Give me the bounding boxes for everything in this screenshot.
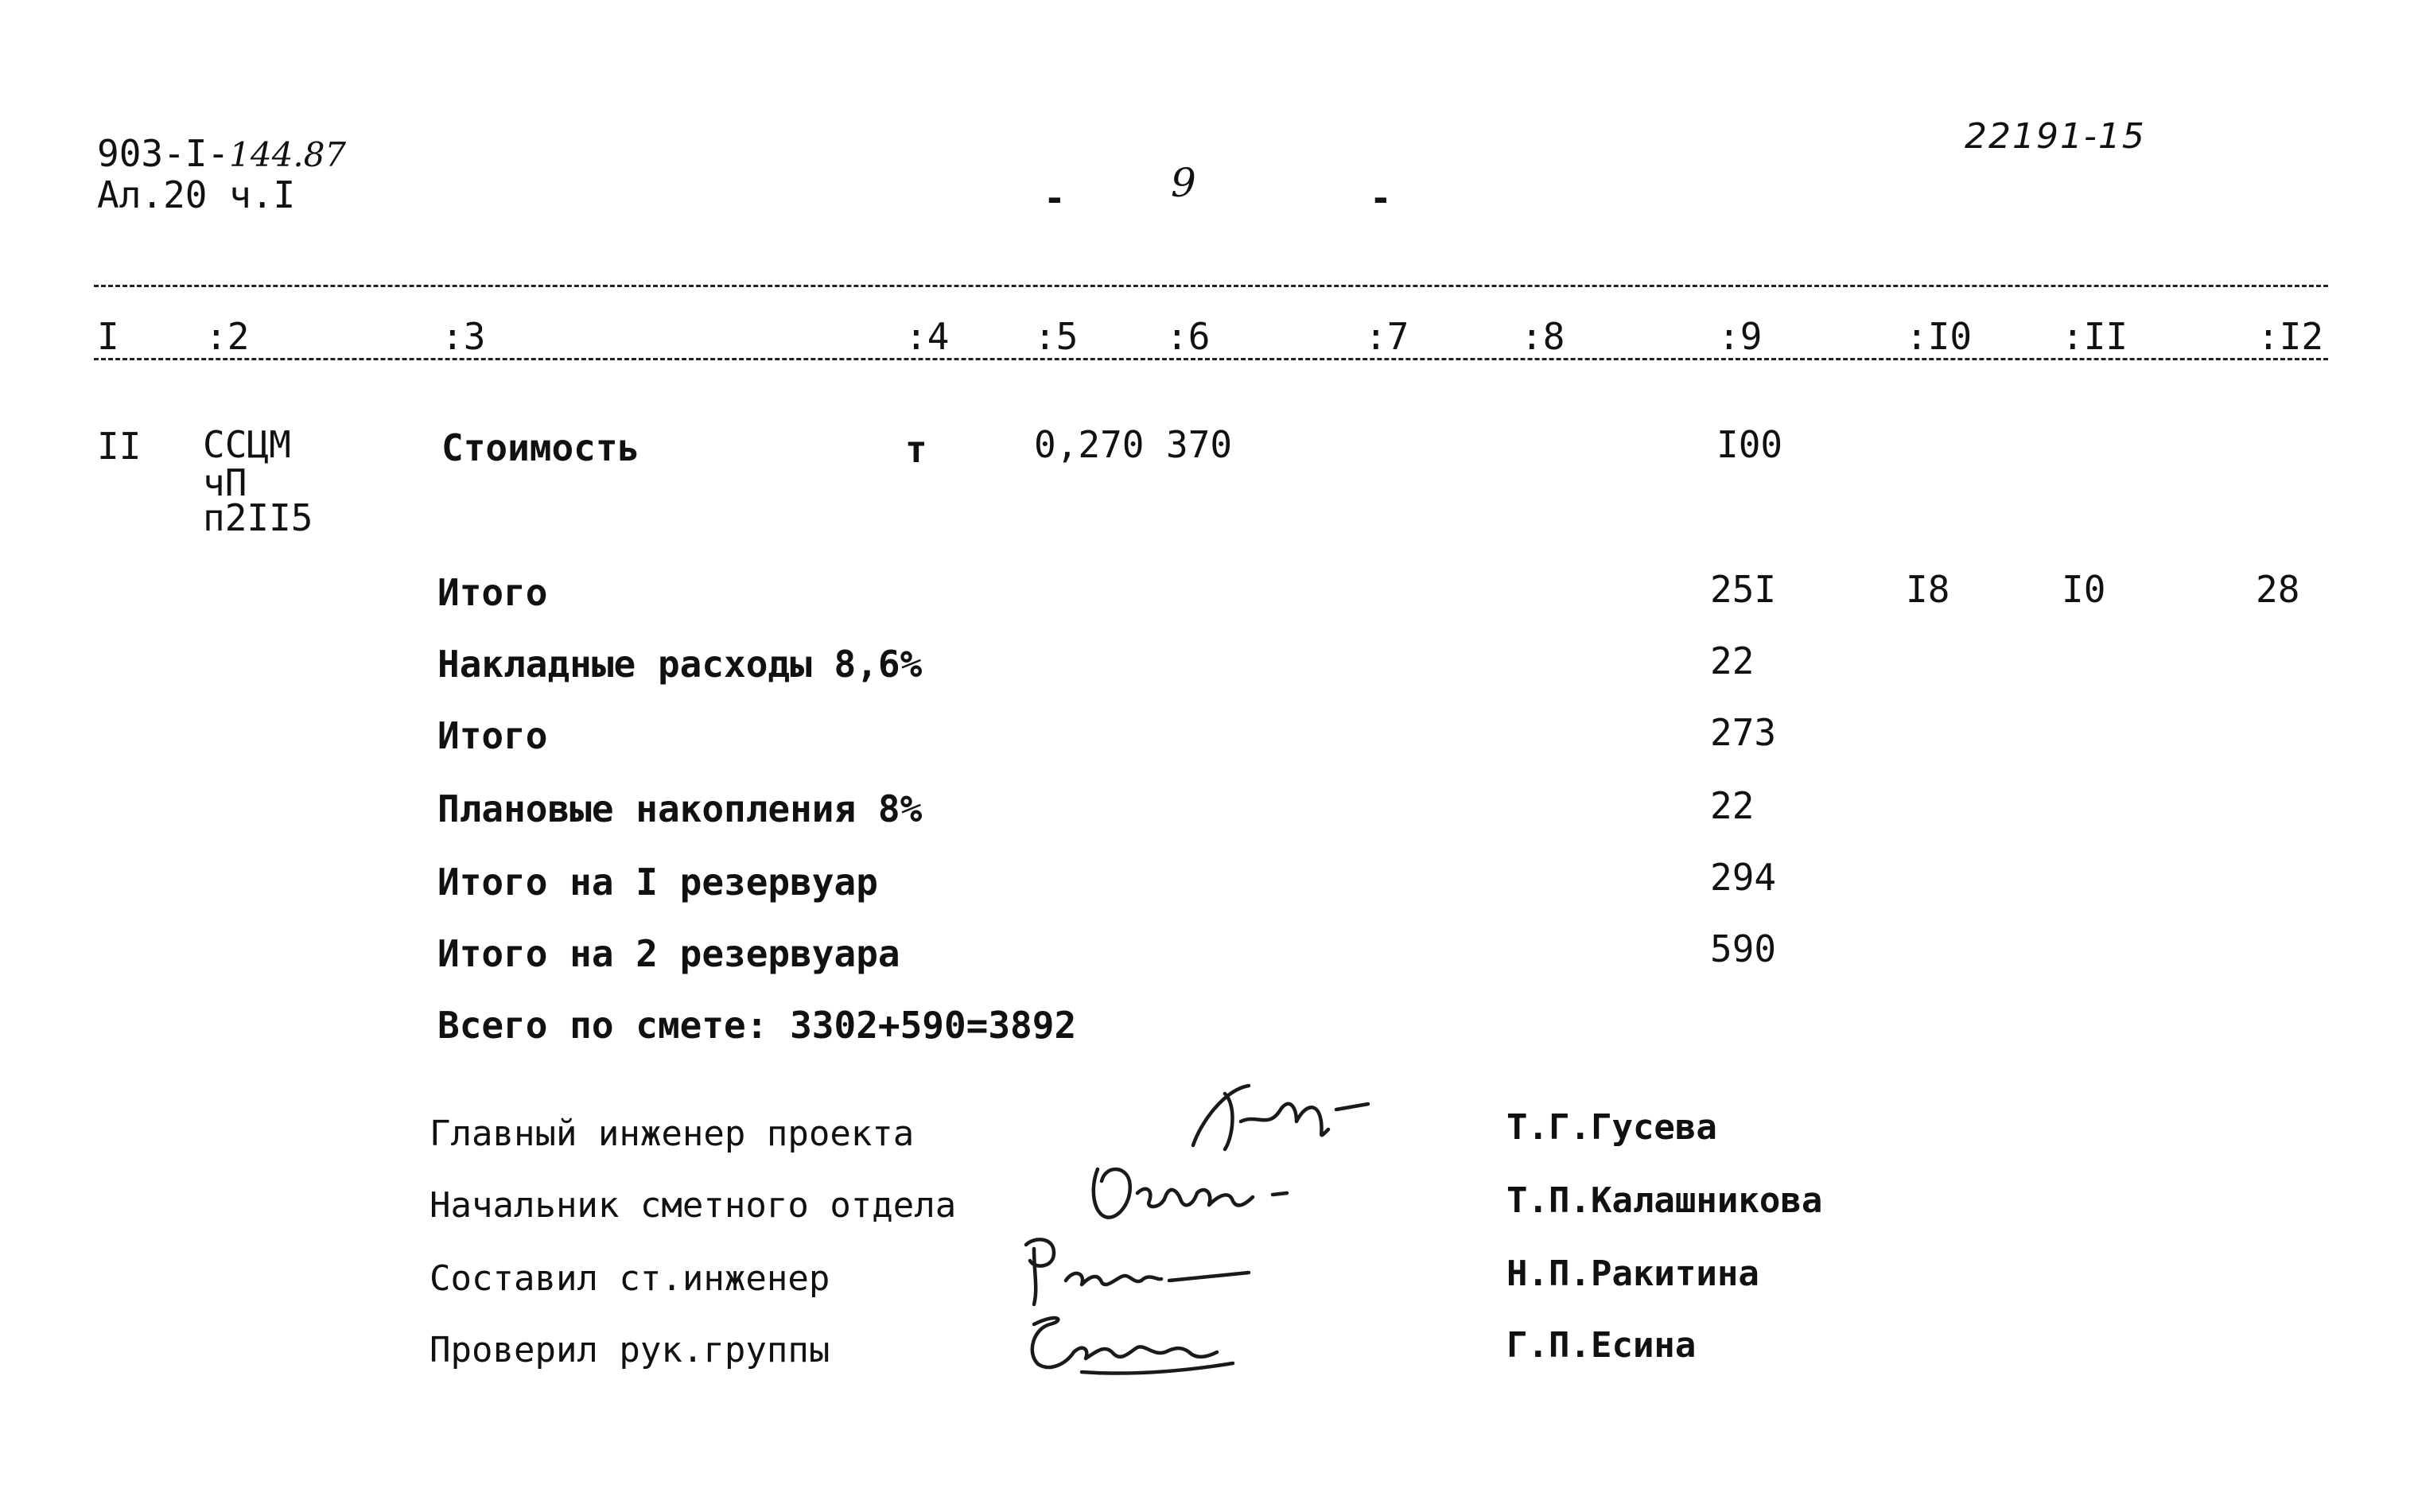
total-two-tanks-value: 590 bbox=[1710, 927, 1777, 970]
planned-savings-label: Плановые накопления 8% bbox=[437, 787, 923, 830]
document-code bbox=[97, 132, 347, 175]
total-row-col9: 25I bbox=[1710, 568, 1777, 611]
column-header-1: I bbox=[97, 315, 119, 358]
column-header-11: :II bbox=[2062, 315, 2128, 358]
subtotal-value: 273 bbox=[1710, 711, 1777, 754]
signature-estimates-head bbox=[1074, 1145, 1360, 1233]
column-header-10: :I0 bbox=[1906, 315, 1973, 358]
document-code-prefix: 903-I- bbox=[97, 132, 230, 175]
overhead-label: Накладные расходы 8,6% bbox=[437, 643, 923, 686]
grand-total: Всего по смете: 3302+590=3892 bbox=[437, 1004, 1077, 1047]
total-row-label: Итого bbox=[437, 571, 548, 614]
column-header-7: :7 bbox=[1365, 315, 1409, 358]
item-quantity: 0,270 bbox=[1034, 423, 1145, 466]
column-header-2: :2 bbox=[205, 315, 250, 358]
column-header-4: :4 bbox=[905, 315, 950, 358]
total-one-tank-value: 294 bbox=[1710, 856, 1777, 899]
column-header-9: :9 bbox=[1718, 315, 1763, 358]
table-top-rule bbox=[94, 285, 2328, 287]
sheet-info: Ал.20 ч.I bbox=[97, 173, 296, 216]
subtotal-label: Итого bbox=[437, 714, 548, 757]
item-code-line-1: ССЦМ bbox=[203, 423, 291, 466]
page-dash-right: - bbox=[1370, 177, 1392, 220]
item-name: Стоимость bbox=[441, 426, 640, 469]
item-price: 370 bbox=[1166, 423, 1233, 466]
total-row-col12: 28 bbox=[2256, 568, 2300, 611]
item-unit: т bbox=[905, 428, 927, 471]
item-code-line-3: п2II5 bbox=[203, 496, 313, 539]
page-number: 9 bbox=[1171, 160, 1196, 206]
signature-role-checker: Проверил рук.группы bbox=[430, 1330, 830, 1370]
signature-role-chief-engineer: Главный инженер проекта bbox=[430, 1114, 915, 1154]
item-code-line-2: чП bbox=[203, 461, 247, 504]
item-cost: I00 bbox=[1716, 423, 1783, 466]
column-header-12: :I2 bbox=[2257, 315, 2324, 358]
column-header-8: :8 bbox=[1521, 315, 1565, 358]
signature-name-checker: Г.П.Есина bbox=[1506, 1325, 1697, 1366]
total-two-tanks-label: Итого на 2 резервуара bbox=[437, 932, 900, 975]
signature-checker bbox=[1010, 1296, 1296, 1384]
overhead-value: 22 bbox=[1710, 639, 1755, 682]
page-dash-left: - bbox=[1044, 177, 1066, 220]
signature-name-estimates-head: Т.П.Калашникова bbox=[1506, 1180, 1823, 1221]
document-code-handwritten: 144.87 bbox=[229, 135, 347, 174]
total-row-col11: I0 bbox=[2062, 568, 2106, 611]
document-number: 22191-15 bbox=[1965, 116, 2146, 157]
signature-role-estimates-head: Начальник сметного отдела bbox=[430, 1185, 957, 1226]
total-row-col10: I8 bbox=[1906, 568, 1950, 611]
item-number: II bbox=[97, 425, 142, 468]
signature-name-compiler: Н.П.Ракитина bbox=[1506, 1254, 1759, 1294]
column-header-6: :6 bbox=[1166, 315, 1211, 358]
column-header-3: :3 bbox=[441, 315, 486, 358]
signature-name-chief-engineer: Т.Г.Гусева bbox=[1506, 1107, 1717, 1148]
column-header-5: :5 bbox=[1034, 315, 1079, 358]
total-one-tank-label: Итого на I резервуар bbox=[437, 861, 878, 904]
table-header-rule bbox=[94, 358, 2328, 360]
signature-role-compiler: Составил ст.инженер bbox=[430, 1258, 830, 1299]
planned-savings-value: 22 bbox=[1710, 784, 1755, 827]
